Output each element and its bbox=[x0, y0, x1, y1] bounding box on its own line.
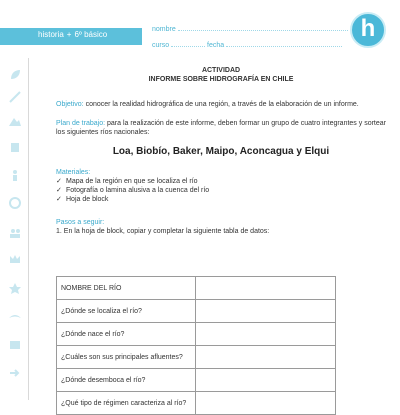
check-icon: ✓ bbox=[56, 196, 62, 203]
date-label: fecha bbox=[207, 42, 225, 49]
table-row bbox=[57, 300, 336, 323]
separator-plus: + bbox=[66, 30, 72, 39]
course-label: curso bbox=[152, 42, 170, 49]
objective-text: conocer la realidad hidrográfica de una región, a través de la elaboración de un informe. bbox=[83, 101, 359, 108]
feather-icon bbox=[8, 90, 22, 104]
subject-label: historia bbox=[38, 30, 64, 39]
logo bbox=[350, 12, 386, 48]
name-label: nombre bbox=[152, 26, 176, 33]
table-answer-cell[interactable] bbox=[196, 300, 336, 323]
check-icon: ✓ bbox=[56, 187, 62, 194]
material-item bbox=[56, 195, 386, 204]
table-row bbox=[57, 392, 336, 415]
rivers-list: Loa, Biobío, Baker, Maipo, Aconcagua y Elqui bbox=[112, 146, 330, 157]
step-1: 1. En la hoja de block, copiar y completar la siguiente tabla de datos: bbox=[56, 228, 270, 235]
material-item bbox=[56, 177, 386, 186]
check-icon: ✓ bbox=[56, 178, 62, 185]
work-plan bbox=[56, 119, 386, 137]
table-question: NOMBRE DEL RÍO bbox=[57, 277, 196, 300]
name-field[interactable] bbox=[152, 24, 348, 33]
mountain-icon bbox=[8, 114, 22, 128]
table-question: ¿Cuáles son sus principales afluentes? bbox=[57, 346, 196, 369]
table-row bbox=[57, 369, 336, 392]
building-icon bbox=[8, 140, 22, 154]
objective-label: Objetivo: bbox=[56, 101, 84, 108]
report-title: INFORME SOBRE HIDROGRAFÍA EN CHILE bbox=[148, 76, 294, 83]
course-date-field[interactable] bbox=[152, 40, 342, 49]
material-text: Mapa de la región en que se localiza el río bbox=[66, 178, 198, 185]
star-icon bbox=[8, 282, 22, 296]
material-text: Fotografía o lamina alusiva a la cuenca del río bbox=[66, 187, 210, 194]
table-question: ¿Qué tipo de régimen caracteriza al río? bbox=[57, 392, 196, 415]
plan-text: para la realización de este informe, deben formar un grupo de cuatro integrantes y sortear los siguientes ríos nacionales: bbox=[56, 120, 386, 136]
table-answer-cell[interactable] bbox=[196, 277, 336, 300]
steps-label: Pasos a seguir: bbox=[56, 219, 105, 226]
table-row bbox=[57, 323, 336, 346]
objective bbox=[56, 100, 386, 109]
logo-letter: h bbox=[360, 15, 376, 42]
material-item bbox=[56, 186, 386, 195]
left-rule bbox=[28, 58, 29, 400]
plan-label: Plan de trabajo: bbox=[56, 120, 106, 127]
book-icon bbox=[8, 338, 22, 352]
materials-label: Materiales: bbox=[56, 169, 91, 176]
document-body bbox=[56, 66, 386, 236]
crown-icon bbox=[8, 252, 22, 266]
table-question: ¿Dónde nace el río? bbox=[57, 323, 196, 346]
table-answer-cell[interactable] bbox=[196, 346, 336, 369]
data-table bbox=[56, 276, 336, 415]
name-blank[interactable] bbox=[178, 24, 348, 31]
figure-icon bbox=[8, 168, 22, 182]
grade-label: 6º básico bbox=[74, 30, 108, 39]
leaf-icon bbox=[8, 68, 22, 82]
table-row bbox=[57, 346, 336, 369]
subject-band-text bbox=[38, 30, 107, 39]
table-answer-cell[interactable] bbox=[196, 392, 336, 415]
table-question: ¿Dónde se localiza el río? bbox=[57, 300, 196, 323]
people-icon bbox=[8, 226, 22, 240]
table-answer-cell[interactable] bbox=[196, 323, 336, 346]
header bbox=[0, 0, 400, 58]
compass-icon bbox=[8, 196, 22, 210]
bird-icon bbox=[8, 310, 22, 324]
table-question: ¿Dónde desemboca el río? bbox=[57, 369, 196, 392]
material-text: Hoja de block bbox=[66, 196, 109, 203]
activity-title: ACTIVIDAD bbox=[201, 67, 241, 74]
arrow-icon bbox=[8, 366, 22, 380]
table-answer-cell[interactable] bbox=[196, 369, 336, 392]
date-blank[interactable] bbox=[226, 40, 342, 47]
table-row bbox=[57, 277, 336, 300]
course-blank[interactable] bbox=[171, 40, 205, 47]
